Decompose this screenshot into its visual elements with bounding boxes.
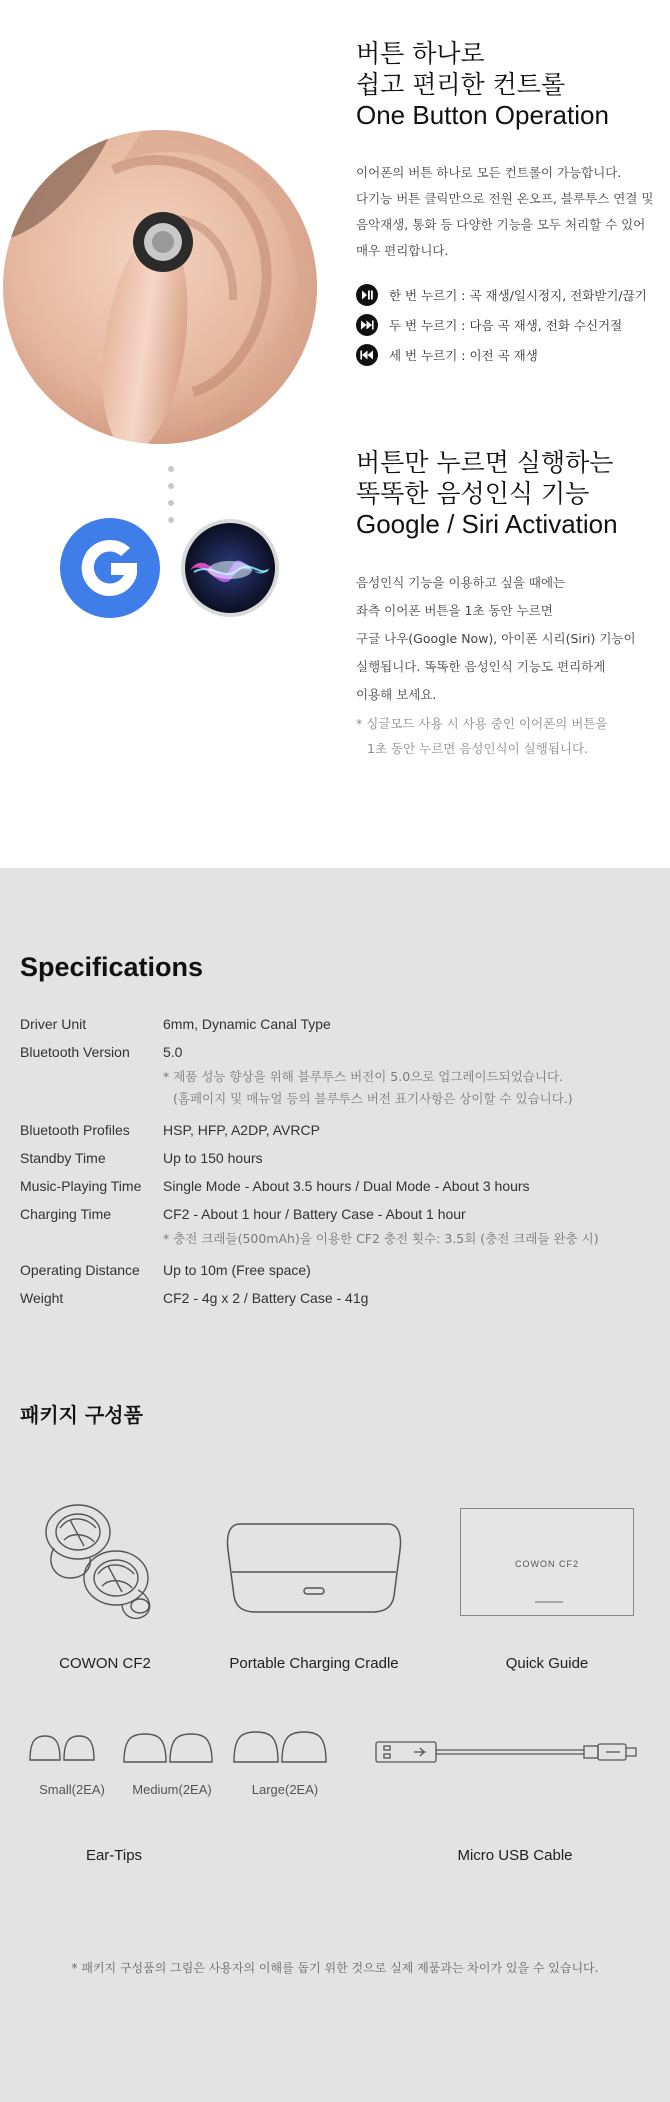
voice-heading [356, 447, 618, 540]
button-operations-list [356, 280, 647, 370]
one-button-heading [356, 38, 609, 131]
spec-table [20, 1010, 650, 1312]
operation-text: 세 번 누르기 : 이전 곡 재생 [389, 348, 538, 363]
spec-value: CF2 - About 1 hour / Battery Case - About 1 hour [163, 1206, 466, 1222]
spec-row [20, 1038, 650, 1116]
description-line: 이용해 보세요. [356, 687, 437, 702]
operation-single-press [356, 280, 647, 310]
description-line: 실행됩니다. 똑똑한 음성인식 기능도 편리하게 [356, 659, 606, 674]
operation-double-press [356, 310, 647, 340]
one-button-title-line1: 버튼 하나로 [356, 39, 485, 68]
usb-cable-label: Micro USB Cable [457, 1847, 573, 1864]
spec-row [20, 1200, 650, 1256]
spec-label: Music-Playing Time [20, 1178, 142, 1194]
spec-row [20, 1116, 650, 1144]
operation-text: 한 번 누르기 : 곡 재생/일시정지, 전화받기/끊기 [389, 288, 647, 303]
spec-row [20, 1256, 650, 1284]
description-line: 음성인식 기능을 이용하고 싶을 때에는 [356, 575, 566, 590]
spec-label: Standby Time [20, 1150, 106, 1166]
description-line: 구글 나우(Google Now), 아이폰 시리(Siri) 기능이 [356, 631, 636, 646]
ear-tips-label: Ear-Tips [85, 1847, 143, 1864]
operation-text: 두 번 누르기 : 다음 곡 재생, 전화 수신거절 [389, 318, 623, 333]
spec-title: Specifications [20, 952, 204, 982]
spec-value: Up to 10m (Free space) [163, 1262, 311, 1278]
spec-note: (홈페이지 및 매뉴얼 등의 블루투스 버전 표기사항은 상이할 수 있습니다.) [173, 1091, 573, 1106]
cradle-label: Portable Charging Cradle [229, 1655, 399, 1672]
spec-label: Driver Unit [20, 1016, 87, 1032]
spec-row [20, 1010, 650, 1038]
voice-title-line1: 버튼만 누르면 실행하는 [356, 448, 614, 477]
play-pause-icon [356, 284, 378, 306]
spec-row [20, 1172, 650, 1200]
spec-label: Weight [20, 1290, 64, 1306]
connector-dots [168, 466, 174, 534]
spec-value: CF2 - 4g x 2 / Battery Case - 41g [163, 1290, 369, 1306]
charging-cradle-illustration [226, 1520, 402, 1616]
description-line: 이어폰의 버튼 하나로 모든 컨트롤이 가능합니다. [356, 165, 622, 180]
voice-title-line2: 똑똑한 음성인식 기능 [356, 479, 590, 508]
one-button-description [356, 160, 653, 264]
spec-value: Single Mode - About 3.5 hours / Dual Mode - About 3 hours [163, 1178, 530, 1194]
voice-title-en: Google / Siri Activation [356, 509, 618, 539]
eartip-large-label: Large(2EA) [251, 1782, 319, 1797]
description-line: 음악재생, 통화 등 다양한 기능을 모두 처리할 수 있어 [356, 217, 646, 232]
spec-label: Charging Time [20, 1206, 112, 1222]
one-button-title-en: One Button Operation [356, 100, 609, 130]
eartip-small-label: Small(2EA) [39, 1782, 105, 1797]
spec-row [20, 1144, 650, 1172]
voice-note [356, 711, 607, 761]
operation-triple-press [356, 340, 647, 370]
voice-description [356, 569, 636, 709]
eartip-medium-label: Medium(2EA) [132, 1782, 212, 1797]
spec-value: HSP, HFP, A2DP, AVRCP [163, 1122, 320, 1138]
previous-track-icon [356, 344, 378, 366]
siri-icon [180, 518, 280, 618]
note-line: 1초 동안 누르면 음성인식이 실행됩니다. [367, 741, 589, 756]
description-line: 매우 편리합니다. [356, 243, 449, 258]
feature-section [0, 0, 670, 868]
usb-cable-illustration [374, 1736, 638, 1768]
spec-label: Bluetooth Profiles [20, 1122, 130, 1138]
spec-note: * 충전 크래들(500mAh)을 이용한 CF2 충전 횟수: 3.5회 (충전 크래들 완충 시) [163, 1231, 599, 1246]
quick-guide-label: Quick Guide [505, 1655, 589, 1672]
spec-value: 6mm, Dynamic Canal Type [163, 1016, 331, 1032]
description-line: 좌측 이어폰 버튼을 1초 동안 누르면 [356, 603, 553, 618]
spec-value: Up to 150 hours [163, 1150, 263, 1166]
quick-guide-illustration [460, 1508, 634, 1616]
next-track-icon [356, 314, 378, 336]
description-line: 다기능 버튼 클릭만으로 전원 온오프, 블루투스 연결 및 [356, 191, 654, 206]
one-button-title-line2: 쉽고 편리한 컨트롤 [356, 70, 566, 99]
ear-tips-illustration [28, 1730, 328, 1770]
earbuds-label: COWON CF2 [59, 1655, 151, 1672]
earbuds-illustration [40, 1492, 180, 1622]
note-line: * 싱글모드 사용 시 사용 중인 이어폰의 버튼을 [356, 716, 608, 731]
spec-value: 5.0 [163, 1044, 183, 1060]
spec-label: Operating Distance [20, 1262, 140, 1278]
earphone-photo [3, 130, 317, 444]
package-note: * 패키지 구성품의 그림은 사용자의 이해를 돕기 위한 것으로 실제 제품과는 차이가 있을 수 있습니다. [71, 1961, 599, 1975]
google-icon [60, 518, 160, 618]
spec-label: Bluetooth Version [20, 1044, 130, 1060]
spec-note: * 제품 성능 향상을 위해 블루투스 버전이 5.0으로 업그레이드되었습니다. [163, 1069, 563, 1084]
spec-section [0, 868, 670, 2102]
package-title: 패키지 구성품 [20, 1403, 143, 1427]
quick-guide-brand: COWON CF2 [515, 1559, 579, 1569]
spec-row [20, 1284, 650, 1312]
